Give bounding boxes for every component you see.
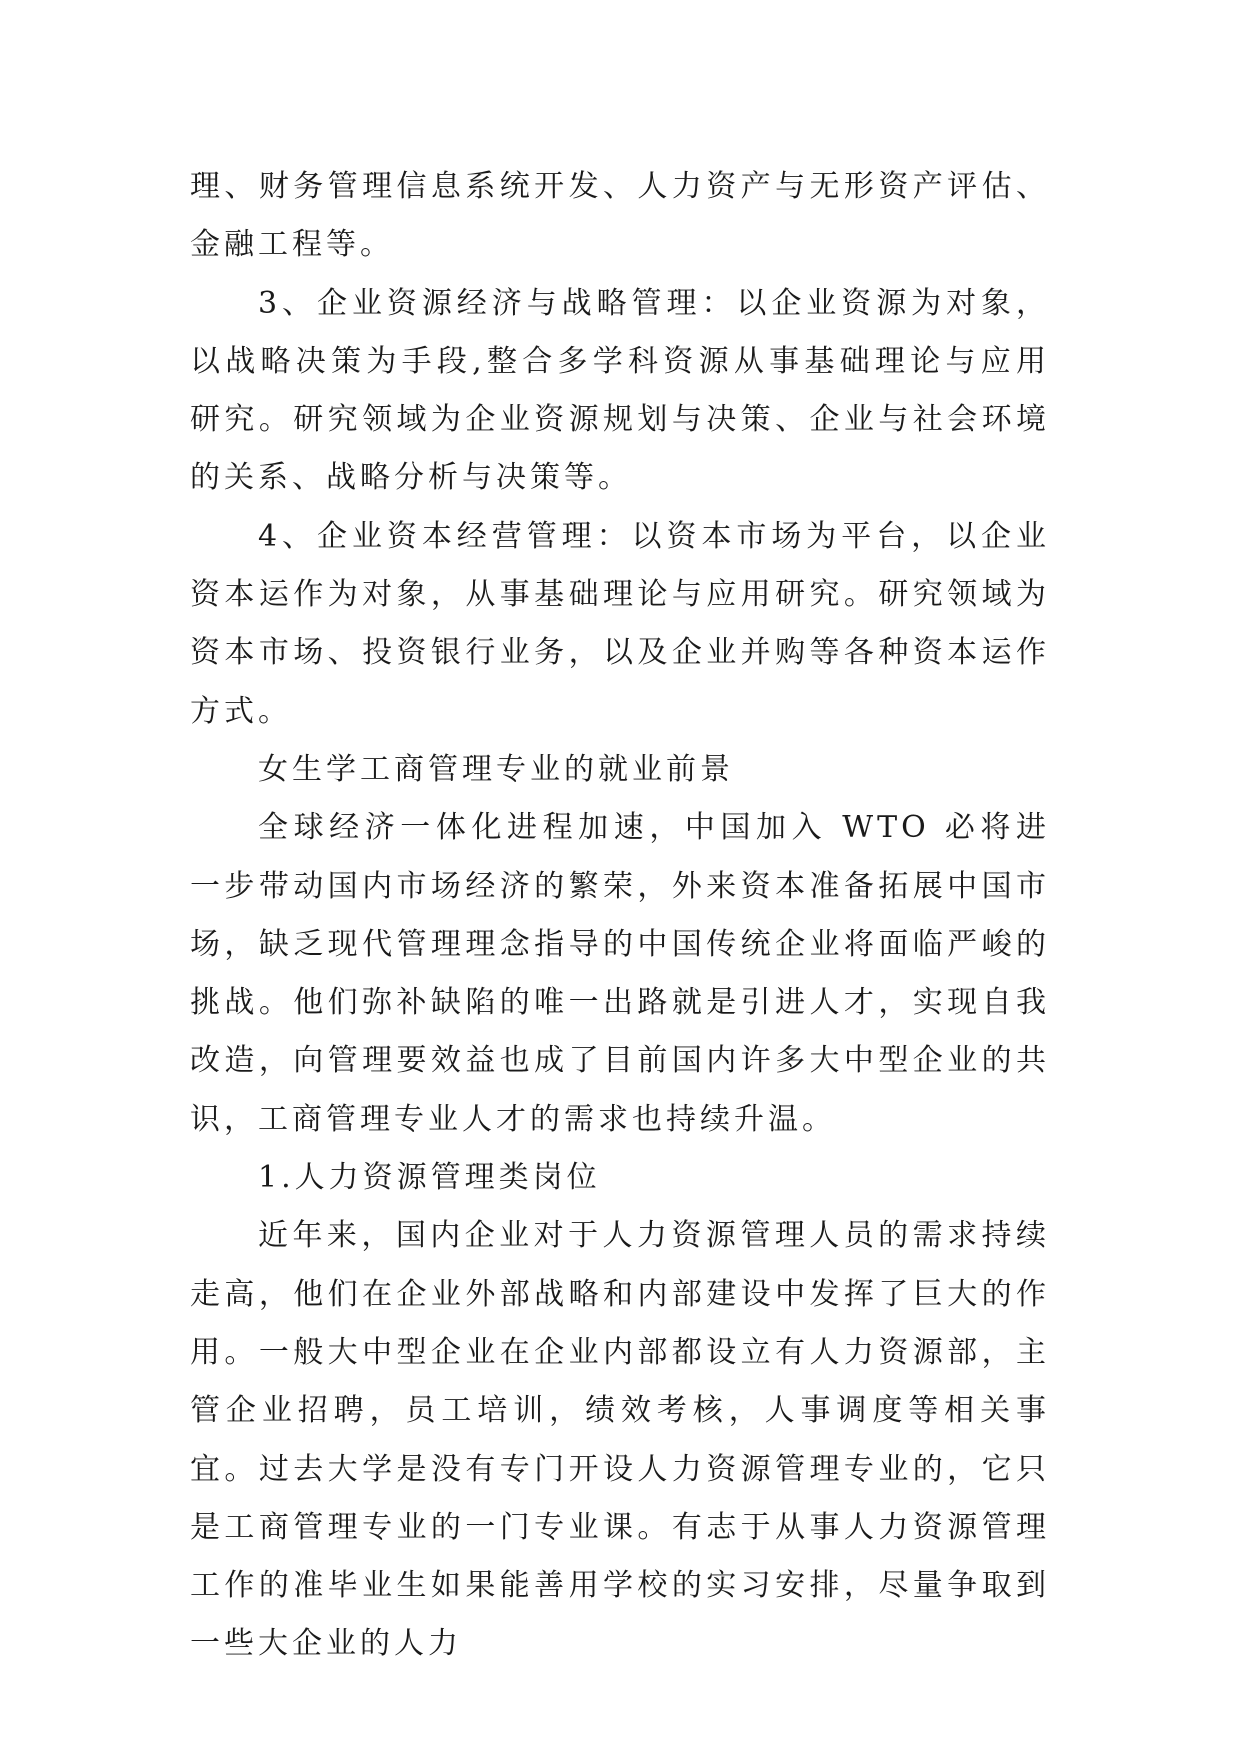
paragraph-employment-outlook: 全球经济一体化进程加速，中国加入 WTO 必将进一步带动国内市场经济的繁荣，外来资本准备拓展中国市场，缺乏现代管理理念指导的中国传统企业将面临严峻的挑战。他们弥补缺陷的唯一出路就是引进人才，实现自我改造，向管理要效益也成了目前国内许多大中型企业的共识，工商管理专业人才的需求也持续升温。	[190, 810, 1050, 1137]
paragraph-item-4: 4、企业资本经营管理：以资本市场为平台，以企业资本运作为对象，从事基础理论与应用研究。研究领域为资本市场、投资银行业务，以及企业并购等各种资本运作方式。	[190, 518, 1050, 729]
subheading-hr-positions: 1.人力资源管理类岗位	[258, 1160, 601, 1196]
paragraph-hr: 近年来，国内企业对于人力资源管理人员的需求持续走高，他们在企业外部战略和内部建设中发挥了巨大的作用。一般大中型企业在企业内部都设立有人力资源部，主管企业招聘，员工培训，绩效考核，人事调度等相关事宜。过去大学是没有专门开设人力资源管理专业的，它只是工商管理专业的一门专业课。有志于从事人力资源管理工作的准毕业生如果能善用学校的实习安排，尽量争取到一些大企业的人力	[190, 1218, 1050, 1662]
section-heading: 女生学工商管理专业的就业前景	[258, 751, 734, 787]
paragraph-item-3: 3、企业资源经济与战略管理：以企业资源为对象，以战略决策为手段,整合多学科资源从事基础理论与应用研究。研究领域为企业资源规划与决策、企业与社会环境的关系、战略分析与决策等。	[190, 285, 1050, 496]
document-body	[190, 158, 1050, 1674]
paragraph-continuation: 理、财务管理信息系统开发、人力资产与无形资产评估、金融工程等。	[190, 169, 1050, 263]
